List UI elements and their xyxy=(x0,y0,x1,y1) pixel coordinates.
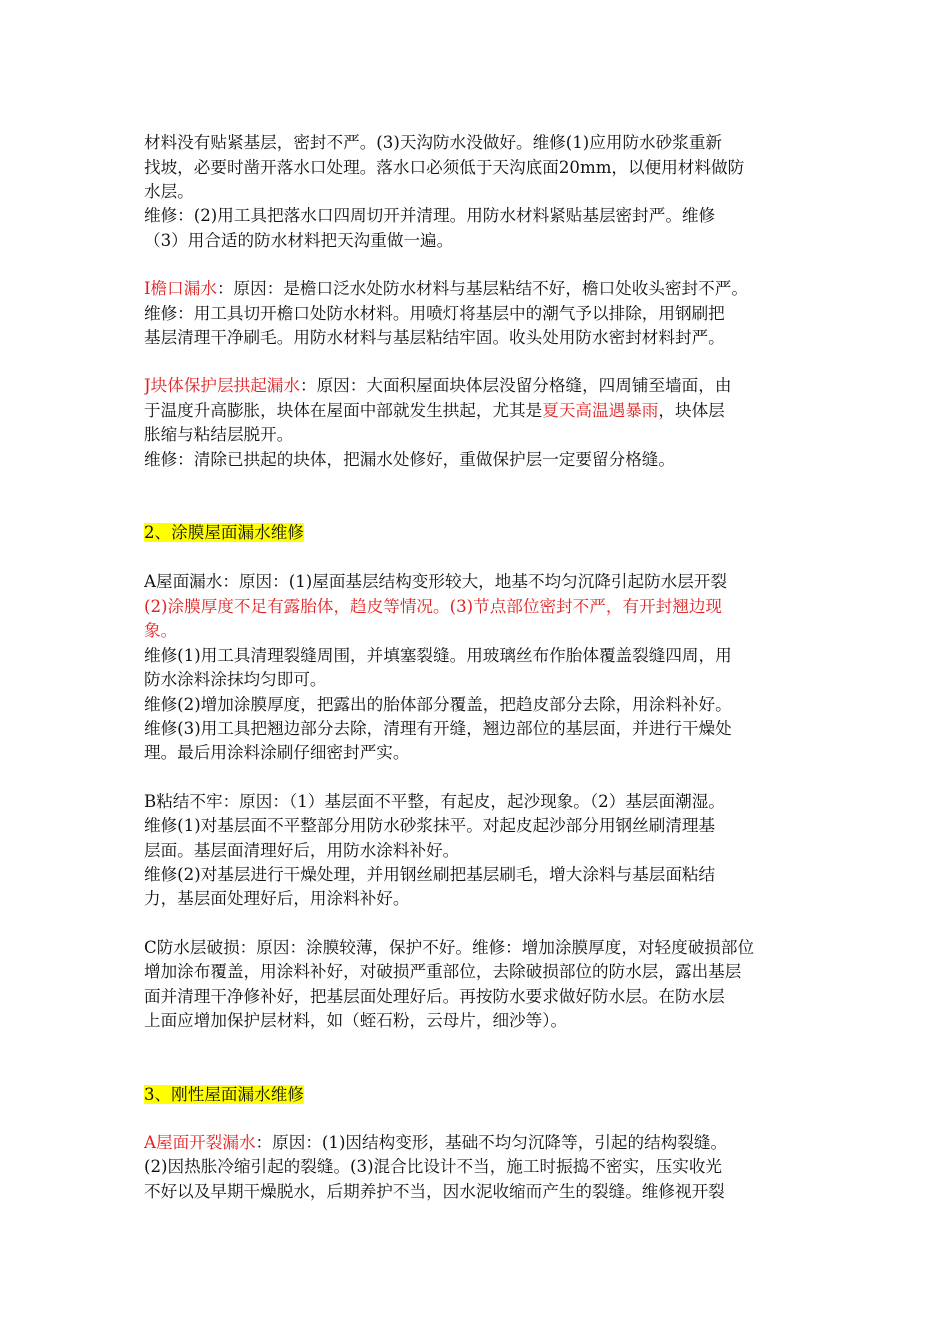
body-text: C防水层破损：原因：涂膜较薄，保护不好。维修：增加涂膜厚度，对轻度破损部位 xyxy=(144,938,755,957)
text-line xyxy=(144,229,814,253)
body-text: ：原因：大面积屋面块体层没留分格缝，四周铺至墙面，由 xyxy=(300,376,732,395)
text-line xyxy=(144,521,814,545)
body-text: 水层。 xyxy=(144,182,194,201)
body-text: 胀缩与粘结层脱开。 xyxy=(144,425,294,444)
text-line xyxy=(144,326,814,350)
text-line xyxy=(144,180,814,204)
body-text: 上面应增加保护层材料，如（蛭石粉，云母片，细沙等）。 xyxy=(144,1011,568,1030)
emphasis-text: J块体保护层拱起漏水 xyxy=(144,376,300,395)
body-text: B粘结不牢：原因：（1）基层面不平整，有起皮，起沙现象。（2）基层面潮湿。 xyxy=(144,792,725,811)
emphasis-text: 夏天高温遇暴雨 xyxy=(542,401,659,420)
body-text: 层面。基层面清理好后，用防水涂料补好。 xyxy=(144,841,460,860)
body-text: 不好以及早期干燥脱水，后期养护不当，因水泥收缩而产生的裂缝。维修视开裂 xyxy=(144,1182,725,1201)
text-line xyxy=(144,1180,814,1204)
emphasis-text: I檐口漏水 xyxy=(144,279,217,298)
body-text: 维修：用工具切开檐口处防水材料。用喷灯将基层中的潮气予以排除，用钢刷把 xyxy=(144,304,725,323)
body-text: ，块体层 xyxy=(658,401,725,420)
text-line xyxy=(144,302,814,326)
text-line xyxy=(144,960,814,984)
text-line xyxy=(144,570,814,594)
text-line xyxy=(144,374,814,398)
body-text: 维修：(2)用工具把落水口四周切开并清理。用防水材料紧贴基层密封严。维修 xyxy=(144,206,716,225)
text-line xyxy=(144,839,814,863)
text-line xyxy=(144,985,814,1009)
text-line xyxy=(144,887,814,911)
text-line xyxy=(144,693,814,717)
section-heading: 3、刚性屋面漏水维修 xyxy=(144,1085,304,1104)
emphasis-text: A屋面开裂漏水 xyxy=(144,1133,256,1152)
body-text: 力，基层面处理好后，用涂料补好。 xyxy=(144,889,410,908)
body-text: 维修(2)对基层进行干燥处理，并用钢丝刷把基层刷毛，增大涂料与基层面粘结 xyxy=(144,865,716,884)
text-line xyxy=(144,717,814,741)
body-text: 面并清理干净修补好，把基层面处理好后。再按防水要求做好防水层。在防水层 xyxy=(144,987,725,1006)
body-text: 维修(1)对基层面不平整部分用防水砂浆抹平。对起皮起沙部分用钢丝刷清理基 xyxy=(144,816,716,835)
body-text: 材料没有贴紧基层，密封不严。(3)天沟防水没做好。维修(1)应用防水砂浆重新 xyxy=(144,133,723,152)
text-line xyxy=(144,863,814,887)
text-line xyxy=(144,204,814,228)
text-line xyxy=(144,1009,814,1033)
text-line xyxy=(144,1083,814,1107)
body-text: A屋面漏水：原因：(1)屋面基层结构变形较大，地基不均匀沉降引起防水层开裂 xyxy=(144,572,728,591)
text-line xyxy=(144,277,814,301)
text-line xyxy=(144,668,814,692)
text-line xyxy=(144,399,814,423)
text-line xyxy=(144,619,814,643)
body-text: 增加涂布覆盖，用涂料补好，对破损严重部位，去除破损部位的防水层，露出基层 xyxy=(144,962,742,981)
section-heading: 2、涂膜屋面漏水维修 xyxy=(144,523,304,542)
emphasis-text: 象。 xyxy=(144,621,178,640)
text-line xyxy=(144,741,814,765)
body-text: (2)因热胀冷缩引起的裂缝。(3)混合比设计不当，施工时振捣不密实，压实收光 xyxy=(144,1157,723,1176)
text-line xyxy=(144,131,814,155)
text-line xyxy=(144,644,814,668)
body-text: 维修(3)用工具把翘边部分去除，清理有开缝，翘边部位的基层面，并进行干燥处 xyxy=(144,719,732,738)
body-text: 理。最后用涂料涂刷仔细密封严实。 xyxy=(144,743,410,762)
text-line xyxy=(144,156,814,180)
body-text: （3）用合适的防水材料把天沟重做一遍。 xyxy=(144,231,454,250)
text-line xyxy=(144,423,814,447)
text-line xyxy=(144,1131,814,1155)
text-line xyxy=(144,814,814,838)
body-text: 维修：清除已拱起的块体，把漏水处修好，重做保护层一定要留分格缝。 xyxy=(144,450,675,469)
body-text: ：原因：(1)因结构变形，基础不均匀沉降等，引起的结构裂缝。 xyxy=(255,1133,728,1152)
body-text: 基层清理干净刷毛。用防水材料与基层粘结牢固。收头处用防水密封材料封严。 xyxy=(144,328,725,347)
text-line xyxy=(144,595,814,619)
body-text: 于温度升高膨胀，块体在屋面中部就发生拱起，尤其是 xyxy=(144,401,543,420)
text-line xyxy=(144,448,814,472)
emphasis-text: (2)涂膜厚度不足有露胎体，趋皮等情况。(3)节点部位密封不严，有开封翘边现 xyxy=(144,597,723,616)
body-text: 防水涂料涂抹均匀即可。 xyxy=(144,670,327,689)
text-line xyxy=(144,936,814,960)
text-line xyxy=(144,1155,814,1179)
body-text: 找坡，必要时凿开落水口处理。落水口必须低于天沟底面20mm，以便用材料做防 xyxy=(144,158,745,177)
body-text: ：原因：是檐口泛水处防水材料与基层粘结不好，檐口处收头密封不严。 xyxy=(216,279,748,298)
body-text: 维修(1)用工具清理裂缝周围，并填塞裂缝。用玻璃丝布作胎体覆盖裂缝四周，用 xyxy=(144,646,732,665)
body-text: 维修(2)增加涂膜厚度，把露出的胎体部分覆盖，把趋皮部分去除，用涂料补好。 xyxy=(144,695,732,714)
text-line xyxy=(144,790,814,814)
